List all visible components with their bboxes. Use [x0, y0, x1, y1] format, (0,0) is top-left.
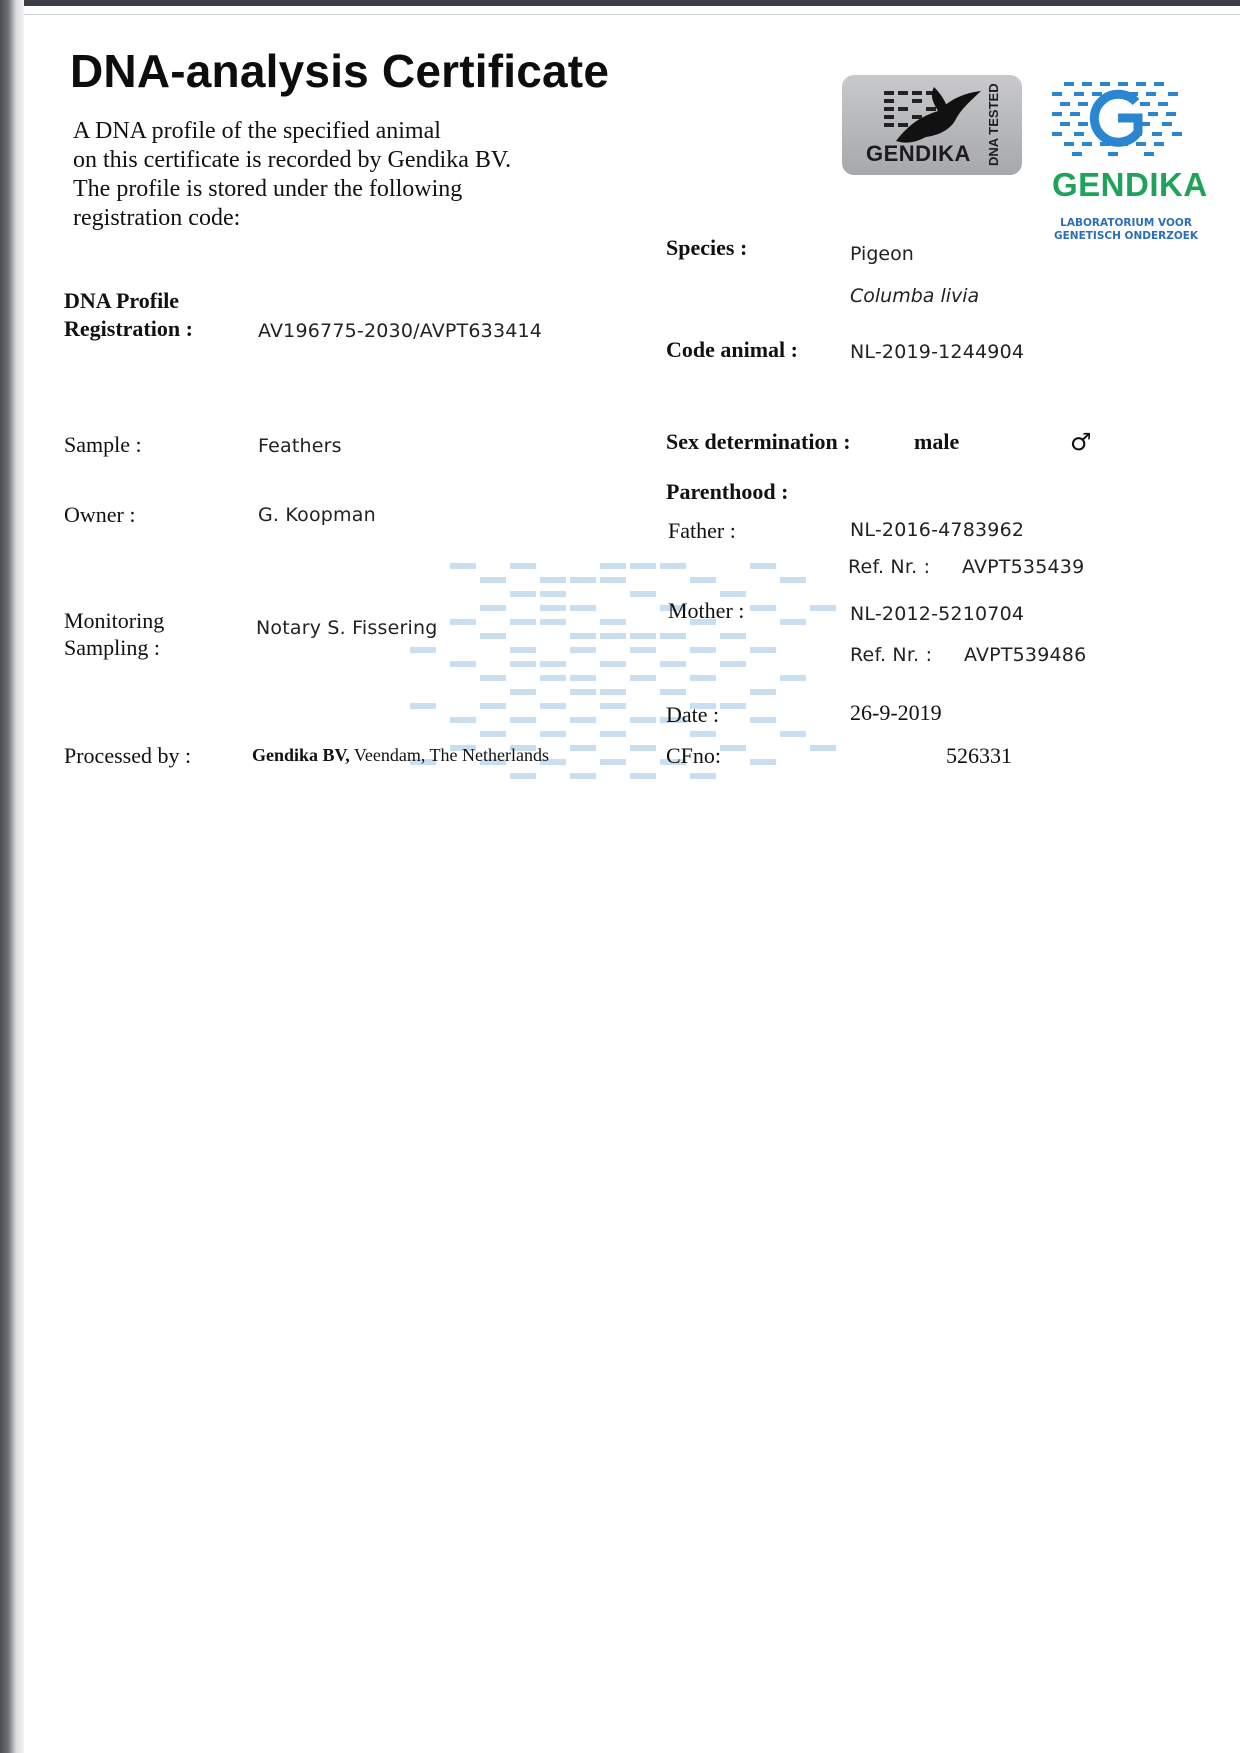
registration-label-line1: DNA Profile	[64, 288, 180, 313]
sex-value: male	[914, 429, 960, 454]
monitoring-value: Notary S. Fissering	[256, 617, 438, 639]
dna-watermark-icon	[410, 555, 850, 825]
code-animal-label: Code animal :	[666, 337, 798, 362]
date-label: Date :	[666, 702, 720, 727]
father-ref-value: AVPT535439	[962, 556, 1085, 578]
species-latin-value: Columba livia	[850, 285, 980, 307]
intro-paragraph	[73, 117, 593, 233]
date-value: 26-9-2019	[850, 700, 942, 725]
mother-label: Mother :	[668, 598, 745, 623]
badge-brand-text: GENDIKA	[866, 141, 971, 166]
brand-subtitle-line: LABORATORIUM VOOR	[1060, 217, 1192, 229]
processed-value-location: Veendam, The Netherlands	[353, 745, 550, 765]
scan-left-edge	[0, 0, 24, 1753]
registration-value: AV196775-2030/AVPT633414	[258, 320, 543, 342]
father-value: NL-2016-4783962	[850, 519, 1025, 541]
father-ref-label: Ref. Nr. :	[848, 556, 931, 578]
intro-line: A DNA profile of the specified animal	[73, 118, 441, 144]
male-symbol-icon: ♂	[1070, 428, 1092, 456]
cfno-value: 526331	[946, 743, 1012, 768]
gendika-brand-name: GENDIKA	[1052, 166, 1208, 203]
cfno-label: CFno:	[666, 743, 722, 768]
mother-ref-value: AVPT539486	[964, 644, 1087, 666]
sex-determination-label: Sex determination :	[666, 429, 851, 454]
sample-value: Feathers	[258, 435, 342, 457]
intro-line: on this certificate is recorded by Gendika BV.	[73, 147, 512, 173]
monitoring-label-line2: Sampling :	[64, 635, 160, 660]
mother-value: NL-2012-5210704	[850, 603, 1025, 625]
sample-label: Sample :	[64, 432, 142, 457]
intro-line: registration code:	[73, 205, 241, 231]
gendika-logo-icon	[1052, 80, 1184, 160]
registration-label-line2: Registration :	[64, 316, 193, 341]
father-label: Father :	[668, 518, 736, 543]
blank-lower-page	[12, 903, 1240, 1753]
processed-value-company: Gendika BV,	[252, 745, 350, 765]
species-label: Species :	[666, 235, 748, 260]
mother-ref-label: Ref. Nr. :	[850, 644, 933, 666]
species-common-value: Pigeon	[850, 243, 914, 265]
processed-value	[252, 745, 549, 766]
scan-top-edge	[0, 0, 1240, 6]
certificate-title: DNA-analysis Certificate	[70, 45, 610, 97]
code-animal-value: NL-2019-1244904	[850, 341, 1025, 363]
intro-line: The profile is stored under the following	[73, 176, 463, 202]
monitoring-label-line1: Monitoring	[64, 608, 165, 633]
processed-label: Processed by :	[64, 743, 192, 768]
owner-value: G. Koopman	[258, 504, 376, 526]
badge-side-text: DNA TESTED	[986, 83, 1001, 166]
owner-label: Owner :	[64, 502, 136, 527]
parenthood-label: Parenthood :	[666, 479, 789, 504]
gendika-brand-subtitle	[1054, 217, 1198, 243]
brand-subtitle-line: GENETISCH ONDERZOEK	[1054, 230, 1199, 242]
